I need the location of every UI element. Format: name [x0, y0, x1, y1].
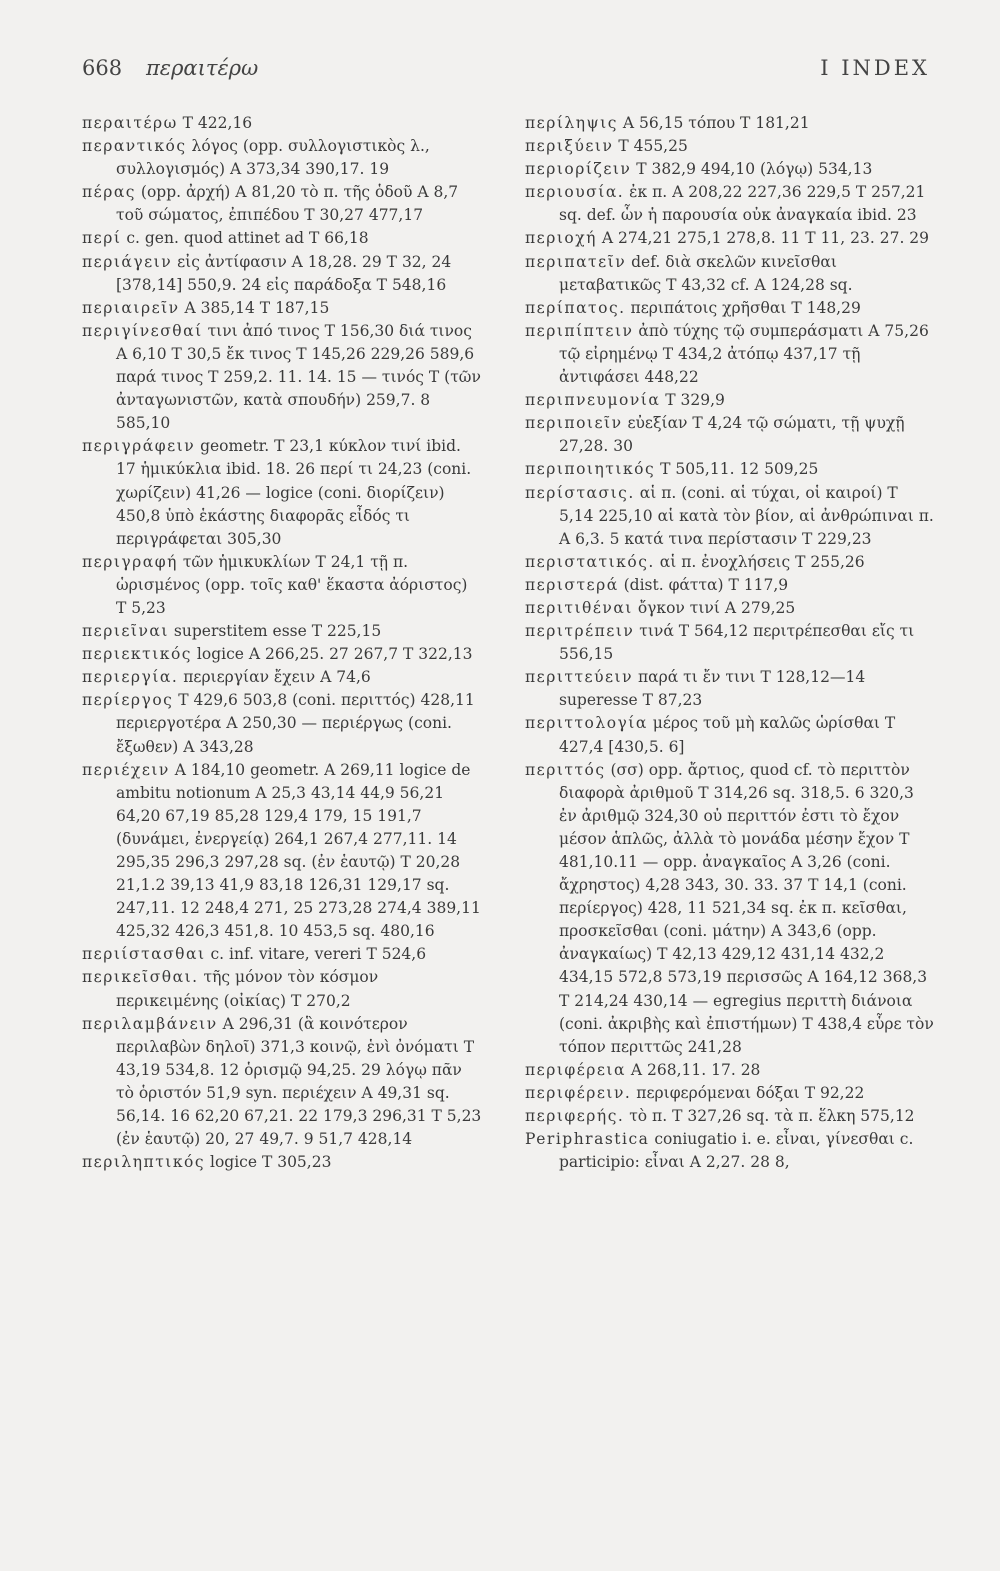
index-entry: [525, 389, 935, 412]
running-headword: περαιτέρω: [146, 56, 259, 80]
entry-references: superstitem esse T 225,15: [168, 622, 382, 641]
entry-headword: Periphrastica: [525, 1130, 650, 1149]
entry-references: T 422,16: [177, 114, 253, 132]
entry-references: T 382,9 494,10 (λόγῳ) 534,13: [631, 160, 873, 179]
entry-references: παρά τι ἔν τινι T 128,12—14 superesse T 87,23: [559, 668, 866, 710]
entry-headword: περιεῖναι: [82, 622, 169, 641]
entry-references: μέρος τοῦ μὴ καλῶς ὡρίσθαι T 427,4 [430,5. 6]: [559, 714, 896, 756]
entry-headword: περιποιεῖν: [525, 414, 623, 433]
right-column: [525, 112, 935, 1174]
entry-references: geometr. T 23,1 κύκλον τινί ibid. 17 ἡμικύκλια ibid. 18. 26 περί τι 24,23 (coni. χωρίζειν) 41,26 — logice (coni. διορίζειν) 450,8 ὑπὸ ἑκάστης διαφορᾶς εἶδός τι περιγράφεται 305,30: [116, 437, 472, 548]
entry-references: περιφερόμεναι δόξαι T 92,22: [631, 1083, 865, 1102]
entry-references: T 329,9: [660, 391, 725, 410]
entry-headword: περί: [82, 229, 122, 248]
index-entry: [525, 227, 935, 250]
entry-headword: περιφερής.: [525, 1107, 625, 1126]
entry-references: εἰς ἀντίφασιν A 18,28. 29 T 32, 24 [378,14] 550,9. 24 εἰς παράδοξα T 548,16: [116, 252, 452, 294]
entry-references: λόγος (opp. συλλογιστικὸς λ., συλλογισμός) A 373,34 390,17. 19: [116, 137, 430, 179]
index-entry: [525, 620, 935, 666]
entry-references: αἱ π. (coni. αἱ τύχαι, οἱ καιροί) T 5,14 225,10 αἱ κατὰ τὸν βίον, αἱ ἀνθρώπιναι π. A 6,3. 5 κατά τινα περίστασιν T 229,23: [559, 483, 934, 548]
index-entry: [525, 1082, 935, 1105]
entry-references: A 296,31 (ἃ κοινότερον περιλαβὼν δηλοῖ) 371,3 κοινῷ, ἑνὶ ὀνόματι T 43,19 534,8. 12 ὁρισμῷ 94,25. 29 λόγῳ πᾶν τὸ ὁριστόν 51,9 syn. περιέχειν A 49,31 sq. 56,14. 16 62,20 67,21. 22 179,3 296,31 T 5,23 (ἐν ἑαυτῷ) 20, 27 49,7. 9 51,7 428,14: [116, 1014, 482, 1149]
entry-headword: περιίστασθαι: [82, 945, 206, 964]
entry-headword: περίπατος.: [525, 298, 626, 317]
index-entry: [82, 251, 482, 297]
entry-references: ὄγκον τινί A 279,25: [632, 598, 796, 617]
index-entry: [525, 666, 935, 712]
entry-headword: περιπατεῖν: [525, 252, 627, 271]
entry-references: logice T 305,23: [205, 1153, 332, 1172]
index-entry: [525, 320, 935, 389]
entry-headword: περιουσία.: [525, 183, 625, 202]
entry-references: τῶν ἡμικυκλίων T 24,1 τῇ π. ὡρισμένος (opp. τοῖς καθ' ἕκαστα ἀόριστος) T 5,23: [116, 552, 468, 617]
entry-references: αἱ π. ἐνοχλήσεις T 255,26: [654, 552, 865, 571]
index-entry: [82, 112, 482, 135]
entry-headword: περιξύειν: [525, 137, 614, 156]
index-entry: [82, 135, 482, 181]
index-entry: [525, 297, 935, 320]
entry-headword: περιεργία.: [82, 668, 179, 687]
index-entry: [525, 181, 935, 227]
index-entry: [525, 712, 935, 758]
index-entry: [525, 412, 935, 458]
index-entry: [82, 181, 482, 227]
entry-references: T 429,6 503,8 (coni. περιττός) 428,11 περιεργοτέρα A 250,30 — περιέργως (coni. ἔξωθεν) A 343,28: [116, 691, 475, 756]
entry-headword: περιτρέπειν: [525, 622, 635, 641]
entry-headword: περιορίζειν: [525, 160, 632, 179]
index-entry: [525, 1059, 935, 1082]
page-header: [82, 56, 930, 90]
entry-headword: περιγίνεσθαί: [82, 321, 203, 340]
entry-references: T 455,25: [613, 137, 688, 156]
entry-references: τῆς μόνον τὸν κόσμον περικειμένης (οἰκίας) T 270,2: [116, 968, 379, 1010]
entry-headword: περιέχειν: [82, 760, 170, 779]
index-entry: [525, 158, 935, 181]
entry-headword: περαιτέρω: [82, 114, 178, 132]
index-entry: [525, 251, 935, 297]
entry-headword: περιαιρεῖν: [82, 298, 180, 317]
index-entry: [525, 482, 935, 551]
index-entry: [525, 551, 935, 574]
entry-headword: περιάγειν: [82, 252, 173, 271]
section-title: I INDEX: [820, 56, 930, 80]
entry-references: c. gen. quod attinet ad T 66,18: [121, 229, 369, 248]
index-entry: [82, 759, 482, 944]
entry-headword: περιγράφειν: [82, 437, 196, 456]
entry-headword: περιφέρειν.: [525, 1083, 632, 1102]
entry-references: τὸ π. T 327,26 sq. τὰ π. ἕλκη 575,12: [624, 1107, 915, 1126]
index-entry: [82, 620, 482, 643]
entry-references: (σσ) opp. ἄρτιος, quod cf. τὸ περιττὸν διαφορὰ ἀριθμοῦ T 314,26 sq. 318,5. 6 320,3 ἐν ἀριθμῷ 324,30 οὐ περιττόν ἐστι τὸ ἔχον μέσον ἁπλῶς, ἀλλὰ τὸ μονάδα μέσην ἔχον T 481,10.11 — opp. ἀναγκαῖος A 3,26 (coni. ἄχρηστος) 4,28 343, 30. 33. 37 T 14,1 (coni. περίεργος) 428, 11 521,34 sq. ἐκ π. κεῖσθαι, προσκεῖσθαι (coni. μάτην) A 343,6 (opp. ἀναγκαίως) T 42,13 429,12 431,14 432,2 434,15 572,8 573,19 περισσῶς A 164,12 368,3 T 214,24 430,14 — egregius περιττὴ διάνοια (coni. ἀκριβὴς καὶ ἐπιστήμων) T 438,4 εὗρε τὸν τόπον περιττῶς 241,28: [559, 760, 934, 1056]
entry-headword: περικεῖσθαι.: [82, 968, 199, 987]
left-column: [82, 112, 482, 1174]
entry-headword: περιφέρεια: [525, 1060, 626, 1079]
index-entry: [525, 1105, 935, 1128]
entry-references: ἀπὸ τύχης τῷ συμπεράσματι A 75,26 τῷ εἰρημένῳ T 434,2 ἀτόπῳ 437,17 τῇ ἀντιφάσει 448,22: [559, 321, 929, 387]
index-entry: [82, 1013, 482, 1152]
entry-headword: περίληψις: [525, 114, 618, 132]
entry-references: logice A 266,25. 27 267,7 T 322,13: [191, 645, 473, 664]
index-entry: [82, 551, 482, 620]
index-entry: [82, 1151, 482, 1174]
entry-headword: περιπνευμονία: [525, 391, 661, 410]
index-entry: [82, 435, 482, 550]
index-entry: [82, 666, 482, 689]
entry-references: περιπάτοις χρῆσθαι T 148,29: [625, 298, 861, 317]
index-entry: [82, 643, 482, 666]
page-number: 668: [82, 56, 123, 80]
index-entry: [82, 943, 482, 966]
entry-headword: περιττεύειν: [525, 668, 634, 687]
entry-references: A 56,15 τόπου T 181,21: [617, 114, 810, 132]
entry-references: coniugatio i. e. εἶναι, γίνεσθαι c. participio: εἶναι A 2,27. 28 8,: [559, 1130, 914, 1172]
entry-headword: περιτιθέναι: [525, 598, 633, 617]
index-entry: [82, 320, 482, 435]
entry-references: (dist. φάττα) T 117,9: [618, 575, 789, 594]
entry-references: c. inf. vitare, vereri T 524,6: [205, 945, 427, 964]
index-entry: [525, 759, 935, 1059]
index-entry: [525, 1128, 935, 1174]
entry-headword: περιποιητικός: [525, 460, 656, 479]
entry-headword: περιπίπτειν: [525, 321, 634, 340]
index-entry: [82, 689, 482, 758]
index-entry: [525, 112, 935, 135]
entry-headword: περαντικός: [82, 137, 187, 156]
index-entry: [525, 574, 935, 597]
entry-headword: περιστατικός.: [525, 552, 655, 571]
index-entry: [525, 597, 935, 620]
entry-references: def. διὰ σκελῶν κινεῖσθαι μεταβατικῶς T 43,32 cf. A 124,28 sq.: [559, 252, 853, 294]
entry-headword: περιττολογία: [525, 714, 648, 733]
index-entry: [82, 966, 482, 1012]
entry-references: (opp. ἀρχή) A 81,20 τὸ π. τῆς ὁδοῦ A 8,7 τοῦ σώματος, ἐπιπέδου T 30,27 477,17: [116, 183, 459, 225]
entry-headword: περιττός: [525, 760, 606, 779]
entry-headword: περιστερά: [525, 575, 619, 594]
entry-references: τινι ἀπό τινος T 156,30 διά τινος A 6,10 T 30,5 ἔκ τινος T 145,26 229,26 589,6 παρά τινος T 259,2. 11. 14. 15 — τινός T (τῶν ἀνταγωνιστῶν, κατὰ σπουδήν) 259,7. 8 585,10: [116, 321, 481, 433]
entry-headword: περιοχή: [525, 229, 597, 248]
entry-headword: περιλαμβάνειν: [82, 1014, 218, 1033]
entry-references: ἐκ π. A 208,22 227,36 229,5 T 257,21 sq. def. ὧν ἡ παρουσία οὐκ ἀναγκαία ibid. 23: [559, 183, 926, 225]
entry-headword: περίεργος: [82, 691, 174, 710]
entry-references: εὐεξίαν T 4,24 τῷ σώματι, τῇ ψυχῇ 27,28. 30: [559, 414, 905, 456]
index-entry: [525, 135, 935, 158]
entry-headword: περιεκτικός: [82, 645, 192, 664]
entry-references: A 274,21 275,1 278,8. 11 T 11, 23. 27. 29: [596, 229, 930, 248]
index-entry: [525, 458, 935, 481]
index-entry: [82, 297, 482, 320]
entry-references: A 184,10 geometr. A 269,11 logice de ambitu notionum A 25,3 43,14 44,9 56,21 64,20 67,19 85,28 129,4 179, 15 191,7 (δυνάμει, ἐνεργείᾳ) 264,1 267,4 277,11. 14 295,35 296,3 297,28 sq. (ἐν ἑαυτῷ) T 20,28 21,1.2 39,13 41,9 83,18 126,31 129,17 sq. 247,11. 12 248,4 271, 25 273,28 274,4 389,11 425,32 426,3 451,8. 10 453,5 sq. 480,16: [116, 760, 481, 941]
entry-references: A 385,14 T 187,15: [179, 298, 330, 317]
entry-references: τινά T 564,12 περιτρέπεσθαι εἴς τι 556,15: [559, 622, 915, 664]
entry-headword: περιγραφή: [82, 552, 178, 571]
entry-references: A 268,11. 17. 28: [625, 1060, 761, 1079]
index-entry: [82, 227, 482, 250]
entry-headword: περίστασις.: [525, 483, 635, 502]
entry-references: T 505,11. 12 509,25: [655, 460, 819, 479]
entry-references: περιεργίαν ἔχειν A 74,6: [178, 668, 371, 687]
entry-headword: περιληπτικός: [82, 1153, 206, 1172]
entry-headword: πέρας: [82, 183, 136, 202]
